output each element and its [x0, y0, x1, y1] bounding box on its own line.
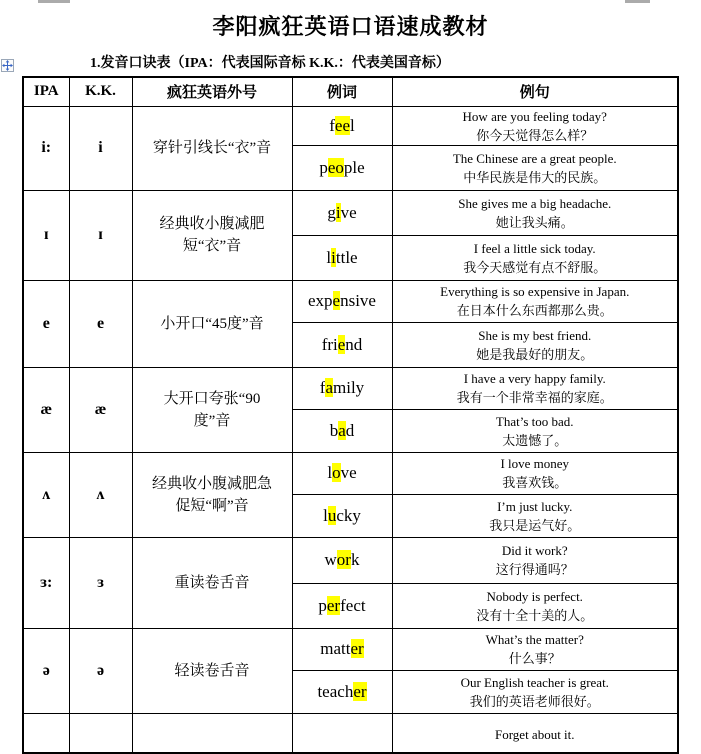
word-suffix: nd: [345, 334, 363, 354]
example-sentence: [392, 537, 678, 583]
sentence-chinese: 你今天觉得怎么样？: [476, 127, 594, 143]
table-row: [23, 452, 678, 494]
sentence-english: Everything is so expensive in Japan.: [440, 284, 630, 299]
table-header-row: [23, 77, 678, 106]
table-move-handle[interactable]: [1, 59, 14, 72]
section-subtitle: 1.发音口诀表（IPA：代表国际音标 K.K.：代表美国音标）: [90, 56, 450, 71]
kk-symbol: i: [69, 106, 132, 190]
word-suffix: ttle: [335, 247, 358, 267]
word-suffix: k: [350, 550, 360, 569]
word-suffix: ve: [340, 463, 357, 482]
phoneme-nickname: 经典收小腹减肥急促短“啊”音: [132, 452, 292, 537]
sentence-english: Forget about it.: [494, 727, 575, 743]
kk-symbol: e: [69, 280, 132, 367]
ipa-symbol: ə: [23, 628, 69, 713]
sentence-chinese: 没有十全十美的人。: [476, 607, 594, 623]
example-sentence: [392, 628, 678, 670]
example-word: [292, 452, 392, 494]
phoneme-nickname: 大开口夸张“90度”音: [132, 367, 292, 452]
word-highlight: eo: [327, 157, 344, 177]
word-prefix: l: [326, 247, 332, 267]
col-header-kk: K.K.: [69, 77, 132, 106]
word-prefix: f: [329, 115, 335, 135]
word-suffix: ple: [343, 157, 365, 177]
word-suffix: d: [345, 420, 355, 440]
phoneme-nickname: [132, 713, 292, 753]
sentence-english: What’s the matter?: [485, 632, 584, 647]
table-row: [23, 280, 678, 322]
example-sentence: [392, 322, 678, 367]
sentence-chinese: 这行得通吗？: [495, 562, 574, 577]
word-suffix: mily: [333, 378, 365, 397]
example-word: [292, 494, 392, 537]
word-prefix: f: [319, 378, 326, 397]
kk-symbol: æ: [69, 367, 132, 452]
example-word: [292, 322, 392, 367]
sentence-english: I’m just lucky.: [497, 498, 573, 514]
sentence-chinese: 什么事？: [508, 651, 561, 666]
sentence-chinese: 我喜欢钱。: [502, 475, 568, 490]
move-arrows-icon: [2, 60, 13, 71]
sentence-chinese: 她让我头痛。: [495, 214, 574, 230]
word-highlight: e: [332, 291, 341, 310]
word-prefix: matt: [320, 639, 351, 658]
word-highlight: er: [350, 639, 364, 658]
example-word: [292, 106, 392, 145]
word-highlight: or: [336, 550, 351, 569]
ipa-symbol: ʌ: [23, 452, 69, 537]
phoneme-nickname: 轻读卷舌音: [132, 628, 292, 713]
phoneme-nickname: 小开口“45度”音: [132, 280, 292, 367]
word-highlight: e: [337, 334, 346, 354]
sentence-chinese: 在日本什么东西都那么贵。: [456, 303, 613, 318]
ipa-symbol: [23, 713, 69, 753]
sentence-chinese: 我们的英语老师很好。: [469, 693, 600, 709]
sentence-english: I feel a little sick today.: [473, 240, 596, 256]
example-sentence: [392, 494, 678, 537]
table-row-partial: [23, 713, 678, 753]
sentence-english: Did it work?: [501, 543, 568, 558]
word-prefix: l: [323, 505, 328, 525]
page-top-marker-right: [625, 0, 650, 3]
ipa-symbol: æ: [23, 367, 69, 452]
sentence-chinese: 我今天感觉有点不舒服。: [463, 259, 607, 275]
kk-symbol: ɪ: [69, 190, 132, 280]
word-highlight: u: [327, 505, 337, 525]
word-highlight: i: [331, 247, 336, 267]
sentence-chinese: 我有一个非常幸福的家庭。: [456, 390, 613, 405]
example-word: [292, 537, 392, 583]
kk-symbol: [69, 713, 132, 753]
sentence-english: I have a very happy family.: [463, 371, 606, 386]
sentence-english: I love money: [500, 456, 570, 471]
example-word: [292, 409, 392, 452]
phoneme-nickname: 重读卷舌音: [132, 537, 292, 628]
sentence-chinese: 她是我最好的朋友。: [476, 346, 594, 362]
ipa-symbol: e: [23, 280, 69, 367]
word-highlight: er: [326, 595, 341, 615]
col-header-nickname: 疯狂英语外号: [132, 77, 292, 106]
phoneme-nickname: 穿针引线长“衣”音: [132, 106, 292, 190]
sentence-chinese: 我只是运气好。: [489, 517, 581, 533]
sentence-english: That’s too bad.: [495, 413, 574, 429]
word-prefix: w: [324, 550, 337, 569]
kk-symbol: ɜ: [69, 537, 132, 628]
word-highlight: a: [325, 378, 334, 397]
example-sentence: [392, 190, 678, 235]
example-word: [292, 190, 392, 235]
word-prefix: p: [319, 157, 328, 177]
sentence-chinese: 中华民族是伟大的民族。: [463, 169, 607, 185]
example-sentence: [392, 367, 678, 409]
phoneme-nickname: 经典收小腹减肥短“衣”音: [132, 190, 292, 280]
table-row: [23, 537, 678, 583]
table-row: [23, 367, 678, 409]
example-sentence: [392, 235, 678, 280]
word-prefix: fri: [321, 334, 338, 354]
page-title: 李阳疯狂英语口语速成教材: [212, 14, 489, 39]
table-row: [23, 190, 678, 235]
sentence-chinese: 太遗憾了。: [502, 432, 568, 448]
word-highlight: er: [353, 681, 367, 701]
col-header-ipa: IPA: [23, 77, 69, 106]
example-sentence: [392, 713, 678, 753]
ipa-symbol: ɪ: [23, 190, 69, 280]
word-suffix: ve: [340, 202, 357, 222]
word-prefix: l: [327, 463, 333, 482]
ipa-symbol: ɜ:: [23, 537, 69, 628]
word-prefix: exp: [308, 291, 333, 310]
example-sentence: [392, 409, 678, 452]
word-prefix: g: [327, 202, 336, 222]
example-sentence: [392, 145, 678, 190]
example-sentence: [392, 106, 678, 145]
sentence-english: How are you feeling today?: [462, 108, 607, 124]
example-sentence: [392, 452, 678, 494]
col-header-sentence: 例句: [392, 77, 678, 106]
word-suffix: cky: [336, 505, 361, 525]
example-word: [292, 145, 392, 190]
page-top-marker-left: [38, 0, 70, 3]
sentence-english: The Chinese are a great people.: [452, 150, 617, 166]
sentence-english: She is my best friend.: [478, 327, 592, 343]
pronunciation-table: [22, 76, 679, 754]
example-word: [292, 235, 392, 280]
example-word: [292, 628, 392, 670]
word-suffix: l: [350, 115, 355, 135]
example-word: [292, 280, 392, 322]
sentence-english: Our English teacher is great.: [460, 674, 609, 690]
word-highlight: o: [332, 463, 341, 482]
word-highlight: ee: [334, 115, 351, 135]
word-highlight: i: [335, 202, 341, 222]
sentence-english: She gives me a big headache.: [458, 195, 612, 211]
word-prefix: b: [329, 420, 339, 440]
word-prefix: p: [318, 595, 327, 615]
sentence-english: Nobody is perfect.: [486, 588, 583, 604]
example-sentence: [392, 583, 678, 628]
word-highlight: a: [338, 420, 346, 440]
example-sentence: [392, 670, 678, 713]
col-header-word: 例词: [292, 77, 392, 106]
table-row: [23, 628, 678, 670]
example-sentence: [392, 280, 678, 322]
kk-symbol: ʌ: [69, 452, 132, 537]
example-word: [292, 583, 392, 628]
example-word: [292, 367, 392, 409]
ipa-symbol: i:: [23, 106, 69, 190]
word-suffix: nsive: [340, 291, 376, 310]
word-suffix: fect: [340, 595, 366, 615]
example-word: [292, 713, 392, 753]
kk-symbol: ə: [69, 628, 132, 713]
table-row: [23, 106, 678, 145]
word-prefix: teach: [317, 681, 354, 701]
example-word: [292, 670, 392, 713]
